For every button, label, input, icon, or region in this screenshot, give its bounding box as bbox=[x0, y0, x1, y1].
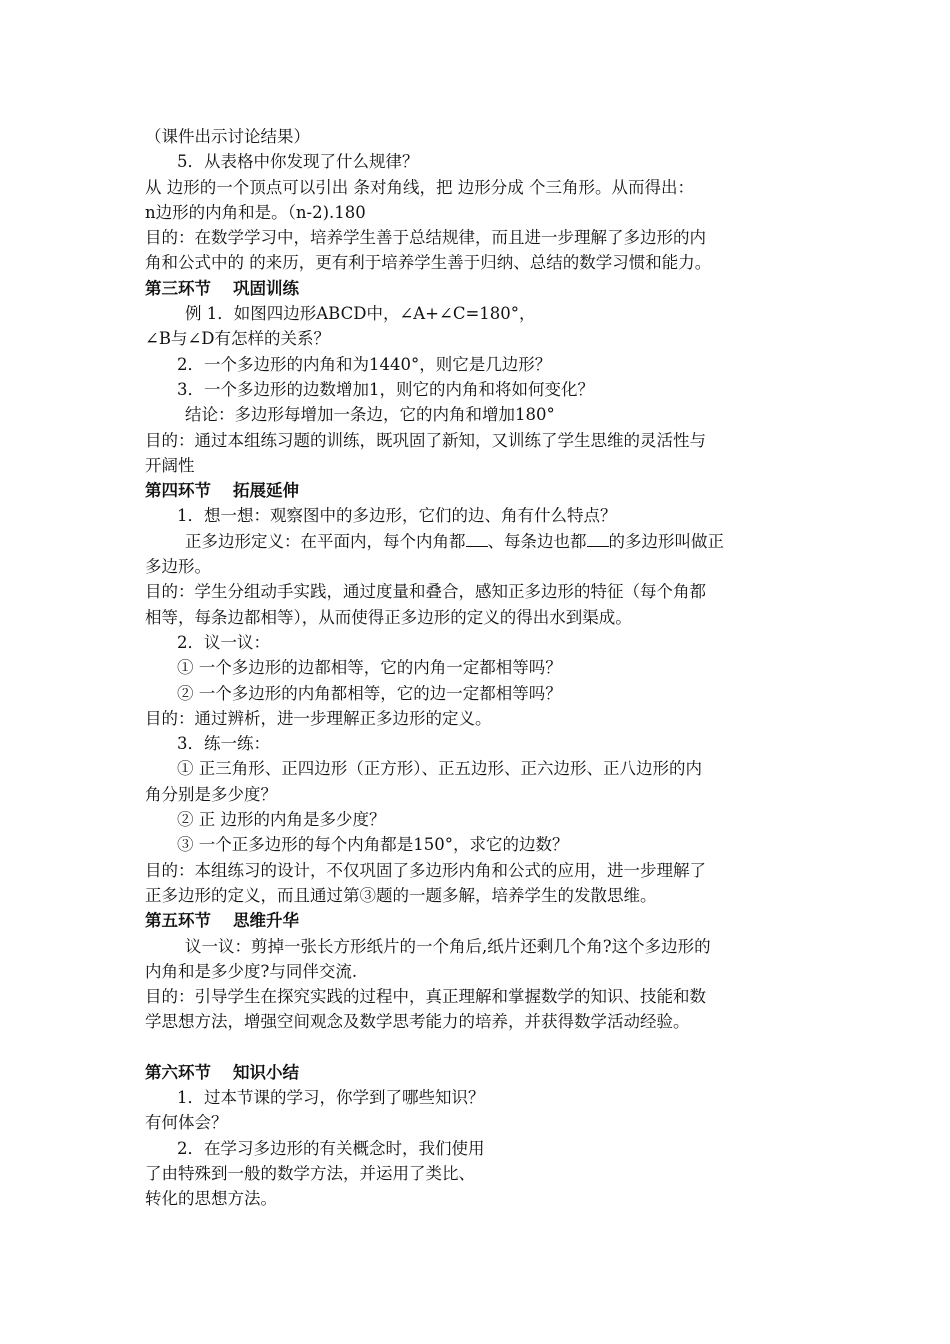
section-heading-5 bbox=[145, 908, 805, 933]
purpose-line: 正多边形的定义，而且通过第③题的一题多解，培养学生的发散思维。 bbox=[145, 885, 657, 905]
section-number: 第四环节 bbox=[145, 481, 211, 501]
summary-line: 1．过本节课的学习，你学到了哪些知识？ bbox=[177, 1087, 485, 1107]
text-line: （课件出示讨论结果） bbox=[145, 127, 310, 146]
section-heading-4 bbox=[145, 478, 805, 503]
text-line: 5．从表格中你发现了什么规律？ bbox=[177, 152, 419, 172]
definition-line bbox=[145, 529, 805, 554]
text-line: 转化的思想方法。 bbox=[145, 1189, 277, 1209]
spacer bbox=[145, 1035, 805, 1060]
section-title: 巩固训练 bbox=[233, 278, 299, 298]
section-title: 拓展延伸 bbox=[233, 481, 299, 501]
text-line: 有何体会？ bbox=[145, 1113, 228, 1133]
discussion-line: 议一议：剪掉一张长方形纸片的一个角后,纸片还剩几个角?这个多边形的 bbox=[185, 936, 711, 956]
exercise-line: ② 正 边形的内角是多少度？ bbox=[177, 810, 386, 830]
exercise-line: 3．一个多边形的边数增加1，则它的内角和将如何变化？ bbox=[177, 379, 594, 399]
text-line: 从 边形的一个顶点可以引出 条对角线，把 边形分成 个三角形。从而得出： bbox=[145, 177, 694, 197]
purpose-line: 开阔性 bbox=[145, 455, 195, 475]
purpose-line: 目的：引导学生在探究实践的过程中，真正理解和掌握数学的知识、技能和数 bbox=[145, 987, 706, 1007]
purpose-line: 目的：学生分组动手实践，通过度量和叠合，感知正多边形的特征（每个角都 bbox=[145, 582, 706, 602]
text-line: ∠B与∠D有怎样的关系？ bbox=[145, 329, 331, 349]
summary-line: 2．在学习多边形的有关概念时，我们使用 bbox=[177, 1138, 485, 1158]
text-line: n边形的内角和是。（n-2).180 bbox=[145, 202, 366, 222]
exercise-line: 2．一个多边形的内角和为1440°，则它是几边形？ bbox=[177, 354, 552, 374]
section-title: 思维升华 bbox=[233, 911, 299, 931]
fill-blank bbox=[466, 532, 488, 547]
text-line: 角分别是多少度？ bbox=[145, 784, 277, 804]
exercise-line: ③ 一个正多边形的每个内角都是150°，求它的边数？ bbox=[177, 835, 569, 855]
text-line: 内角和是多少度?与同伴交流. bbox=[145, 961, 358, 981]
exercise-line: ② 一个多边形的内角都相等，它的边一定都相等吗？ bbox=[177, 683, 562, 703]
section-title: 知识小结 bbox=[233, 1062, 299, 1082]
section-number: 第六环节 bbox=[145, 1062, 211, 1082]
section-heading-6 bbox=[145, 1060, 805, 1085]
exercise-line: 3．练一练： bbox=[177, 734, 270, 754]
conclusion-line: 结论：多边形每增加一条边，它的内角和增加180° bbox=[185, 405, 555, 425]
exercise-line: 1．想一想：观察图中的多边形，它们的边、角有什么特点？ bbox=[177, 506, 617, 526]
exercise-line: ① 一个多边形的边都相等，它的内角一定都相等吗？ bbox=[177, 658, 562, 678]
purpose-line: 目的：通过辨析，进一步理解正多边形的定义。 bbox=[145, 708, 492, 728]
purpose-line: 学思想方法，增强空间观念及数学思考能力的培养，并获得数学活动经验。 bbox=[145, 1012, 690, 1032]
fill-blank bbox=[587, 532, 609, 547]
exercise-line: 2．议一议： bbox=[177, 632, 270, 652]
section-heading-3 bbox=[145, 276, 805, 301]
example-line: 例 1．如图四边形ABCD中，∠A+∠C=180°， bbox=[185, 304, 536, 324]
definition-part: 、每条边也都 bbox=[487, 531, 587, 551]
section-number: 第三环节 bbox=[145, 278, 211, 298]
definition-part: 的多边形叫做正 bbox=[608, 531, 724, 551]
purpose-line: 目的：本组练习的设计，不仅巩固了多边形内角和公式的应用，进一步理解了 bbox=[145, 860, 706, 880]
text-line: 多边形。 bbox=[145, 557, 211, 577]
purpose-line: 角和公式中的 的来历，更有利于培养学生善于归纳、总结的数学习惯和能力。 bbox=[145, 253, 712, 273]
purpose-line: 目的：在数学学习中，培养学生善于总结规律，而且进一步理解了多边形的内 bbox=[145, 228, 706, 248]
purpose-line: 目的：通过本组练习题的训练，既巩固了新知，又训练了学生思维的灵活性与 bbox=[145, 430, 706, 450]
purpose-line: 相等，每条边都相等），从而使得正多边形的定义的得出水到渠成。 bbox=[145, 607, 632, 627]
definition-part: 正多边形定义：在平面内，每个内角都 bbox=[185, 531, 466, 551]
exercise-line: ① 正三角形、正四边形（正方形）、正五边形、正六边形、正八边形的内 bbox=[177, 759, 702, 779]
section-number: 第五环节 bbox=[145, 911, 211, 931]
document-page bbox=[145, 124, 805, 1211]
text-line: 了由特殊到一般的数学方法，并运用了类比、 bbox=[145, 1163, 475, 1183]
